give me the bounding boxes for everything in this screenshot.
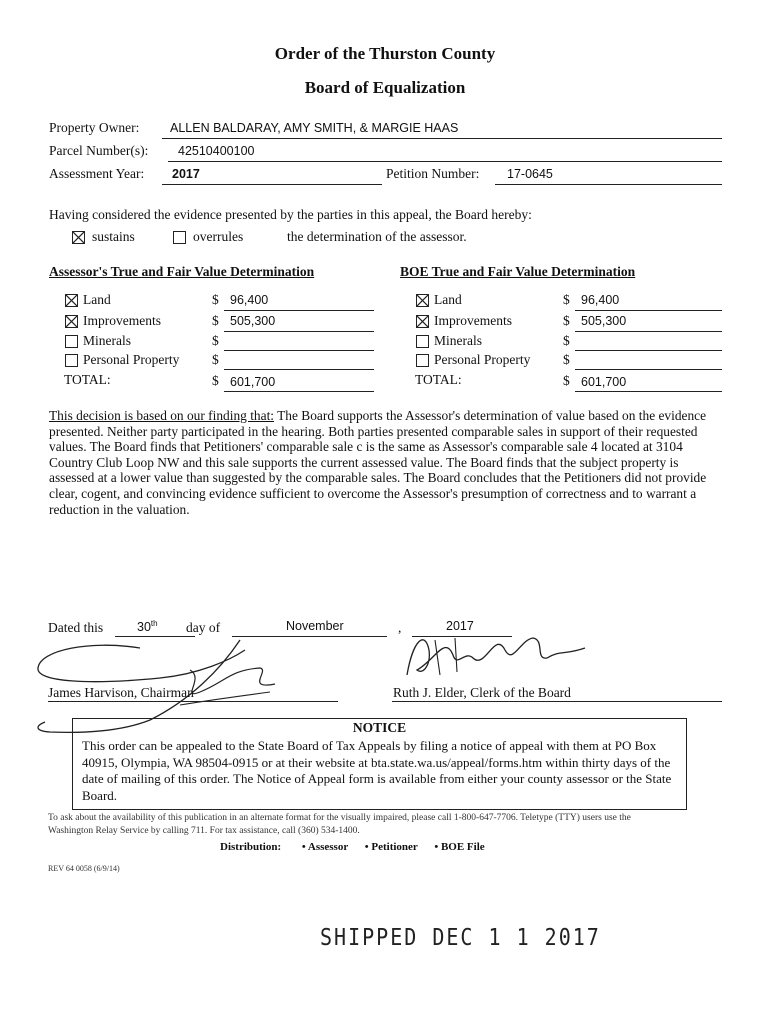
parcel-value: 42510400100 xyxy=(178,144,255,158)
finding-lead: This decision is based on our finding that: xyxy=(49,408,275,423)
clerk-signature-icon xyxy=(395,620,595,690)
title-line-2: Board of Equalization xyxy=(304,78,466,97)
boe-total-label: TOTAL: xyxy=(415,372,462,387)
dated-day-number: 30 xyxy=(137,620,151,635)
dated-day-suffix: th xyxy=(150,619,158,628)
assessor-minerals-underline xyxy=(224,350,374,351)
distribution-boe-file: • BOE File xyxy=(434,841,485,853)
assessor-minerals-checkbox[interactable] xyxy=(65,335,78,348)
year-value: 2017 xyxy=(172,167,200,181)
notice-text: This order can be appealed to the State Board of Tax Appeals by filing a notice of appeal with them at PO Box 40915, Olympia, WA 98504-0915 or at their website at bta.state.wa.us/appeal/forms.htm within thirty days of the date of mailing of this order. The Notice of Appeal form is available from either your county assessor or the State Board. xyxy=(82,738,672,803)
dated-prefix: Dated this xyxy=(48,620,104,635)
year-underline xyxy=(162,184,382,185)
boe-improvements-label: Improvements xyxy=(434,313,512,328)
boe-total-currency: $ xyxy=(563,373,570,388)
owner-value: ALLEN BALDARAY, AMY SMITH, & MARGIE HAAS xyxy=(170,121,459,135)
overrules-label: overrules xyxy=(193,229,244,244)
overrules-checkbox[interactable] xyxy=(173,231,186,244)
decision-tail: the determination of the assessor. xyxy=(287,229,467,244)
boe-personal-currency: $ xyxy=(563,352,570,367)
boe-improvements-value: 505,300 xyxy=(581,314,627,328)
boe-header: BOE True and Fair Value Determination xyxy=(400,264,636,279)
title-line-1: Order of the Thurston County xyxy=(274,44,496,63)
boe-land-checkbox[interactable] xyxy=(416,294,429,307)
assessor-personal-currency: $ xyxy=(212,352,219,367)
petition-underline xyxy=(495,184,722,185)
assessor-personal-underline xyxy=(224,369,374,370)
boe-improvements-checkbox[interactable] xyxy=(416,315,429,328)
shipped-stamp: SHIPPED DEC 1 1 2017 xyxy=(320,923,601,951)
assessor-land-value: 96,400 xyxy=(230,293,269,307)
boe-land-underline xyxy=(575,310,722,311)
boe-improvements-underline xyxy=(575,331,722,332)
assessor-total-label: TOTAL: xyxy=(64,372,111,387)
distribution-label: Distribution: xyxy=(220,841,282,853)
chair-underline xyxy=(48,701,338,702)
revision-code: REV 64 0058 (6/9/14) xyxy=(48,864,120,873)
assessor-improvements-label: Improvements xyxy=(83,313,161,328)
boe-minerals-label: Minerals xyxy=(434,333,482,348)
dated-month: November xyxy=(286,619,344,633)
chair-name: James Harvison, Chairman xyxy=(48,685,194,700)
boe-improvements-currency: $ xyxy=(563,313,570,328)
assessor-improvements-currency: $ xyxy=(212,313,219,328)
boe-personal-label: Personal Property xyxy=(434,352,531,367)
dated-comma: , xyxy=(398,620,402,635)
sustains-label: sustains xyxy=(92,229,135,244)
parcel-underline xyxy=(168,161,722,162)
check-x-icon xyxy=(66,316,77,327)
clerk-name: Ruth J. Elder, Clerk of the Board xyxy=(393,685,571,700)
assessor-land-currency: $ xyxy=(212,292,219,307)
boe-minerals-checkbox[interactable] xyxy=(416,335,429,348)
check-x-icon xyxy=(66,295,77,306)
boe-total-value: 601,700 xyxy=(581,375,627,389)
accessibility-note: To ask about the availability of this publication in an alternate format for the visually impaired, please call 1-800-647-7706. Teletype (TTY) users use the Washington Relay Service by calling 711. For tax assistance, call (360) 534-1400. xyxy=(48,813,631,836)
dated-day-of: day of xyxy=(186,620,221,635)
assessor-land-label: Land xyxy=(83,292,111,307)
distribution-petitioner: • Petitioner xyxy=(364,841,418,853)
clerk-underline xyxy=(392,701,722,702)
boe-land-currency: $ xyxy=(563,292,570,307)
petition-value: 17-0645 xyxy=(507,167,553,181)
decision-intro: Having considered the evidence presented by the parties in this appeal, the Board hereby: xyxy=(49,207,532,222)
assessor-minerals-currency: $ xyxy=(212,333,219,348)
boe-land-label: Land xyxy=(434,292,462,307)
assessor-land-checkbox[interactable] xyxy=(65,294,78,307)
assessor-personal-label: Personal Property xyxy=(83,352,180,367)
assessor-total-currency: $ xyxy=(212,373,219,388)
assessor-land-underline xyxy=(224,310,374,311)
assessor-improvements-underline xyxy=(224,331,374,332)
boe-total-underline xyxy=(575,391,722,392)
assessor-improvements-value: 505,300 xyxy=(230,314,276,328)
assessor-header: Assessor's True and Fair Value Determination xyxy=(49,264,315,279)
distribution-assessor: • Assessor xyxy=(301,841,349,853)
finding-body: The Board supports the Assessor's determination of value based on the evidence presented. Neither party participated in the hearing. Both parties presented comparable sales in support of their requested values. The Board finds that Petitioners' comparable sale c is the same as Assessor's comparable sale 4 located at 3104 Country Club Loop NW and this sale supports the current assessed value. The Board finds that the subject property is assessed at a lower value than suggested by the comparable sales. The Board concludes that the Petitioners did not provide clear, cogent, and convincing evidence sufficient to overcome the Assessor's presumption of correctness and to warrant a reduction in the valuation. xyxy=(49,408,707,517)
boe-personal-checkbox[interactable] xyxy=(416,354,429,367)
parcel-label: Parcel Number(s): xyxy=(49,143,149,158)
assessor-personal-checkbox[interactable] xyxy=(65,354,78,367)
assessor-total-underline xyxy=(224,391,374,392)
notice-title: NOTICE xyxy=(352,720,407,735)
petition-label: Petition Number: xyxy=(386,166,480,181)
assessor-total-value: 601,700 xyxy=(230,375,276,389)
boe-personal-underline xyxy=(575,369,722,370)
dated-year: 2017 xyxy=(446,619,474,633)
assessor-minerals-label: Minerals xyxy=(83,333,131,348)
assessor-improvements-checkbox[interactable] xyxy=(65,315,78,328)
check-x-icon xyxy=(73,232,84,243)
boe-land-value: 96,400 xyxy=(581,293,620,307)
year-label: Assessment Year: xyxy=(49,166,145,181)
finding-paragraph xyxy=(49,408,721,517)
boe-minerals-underline xyxy=(575,350,722,351)
boe-minerals-currency: $ xyxy=(563,333,570,348)
check-x-icon xyxy=(417,316,428,327)
sustains-checkbox[interactable] xyxy=(72,231,85,244)
owner-label: Property Owner: xyxy=(49,120,140,135)
distribution xyxy=(220,841,485,853)
owner-underline xyxy=(162,138,722,139)
check-x-icon xyxy=(417,295,428,306)
